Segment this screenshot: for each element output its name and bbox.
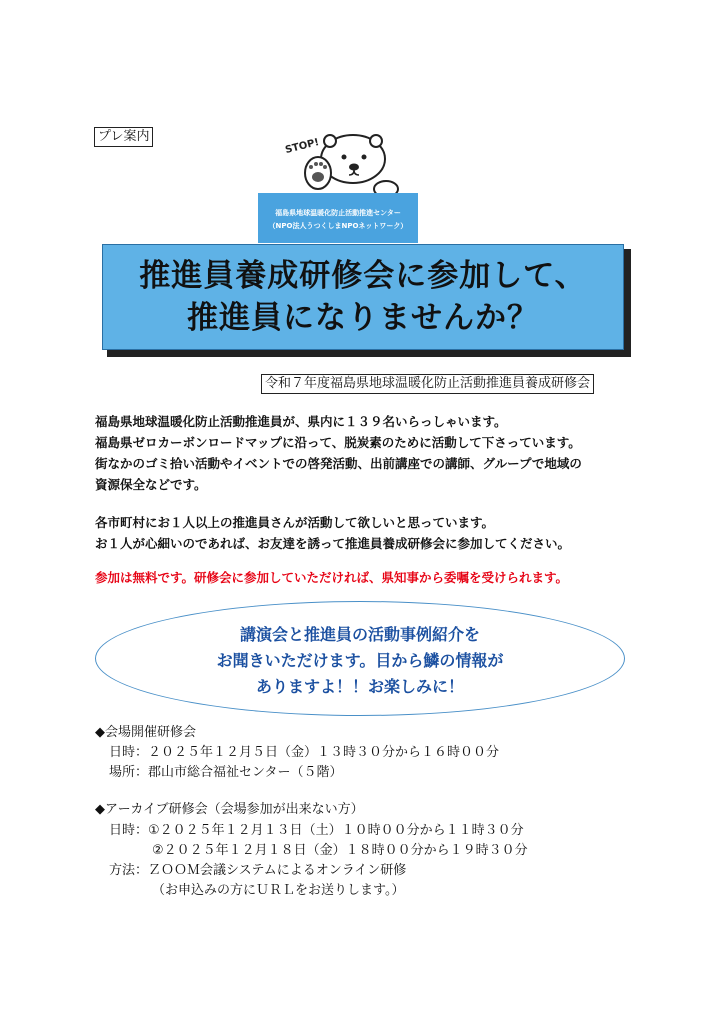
venue-session-heading: ◆会場開催研修会 [95,725,196,740]
venue-session-datetime: 日時：２０２５年１２月５日（金）１３時３０分から１６時００分 [109,745,500,760]
highlight-line-3: ありますよ！！お楽しみに！ [255,677,464,696]
event-subtitle: 令和７年度福島県地球温暖化防止活動推進員養成研修会 [261,374,594,394]
venue-session-place: 場所：郡山市総合福祉センター（５階） [109,765,343,780]
pre-announcement-label: プレ案内 [94,127,153,147]
logo-org-subname: （NPO法人うつくしまNPOネットワーク） [268,222,408,230]
appeal-line-2: お１人が心細いのであれば、お友達を誘って推進員養成研修会に参加してください。 [95,536,571,551]
title-line-2: 推進員になりませんか？ [187,300,539,336]
highlight-ellipse [95,601,625,716]
title-banner [102,244,624,350]
title-line-1: 推進員養成研修会に参加して、 [139,258,587,294]
highlight-line-2: お聞きいただけます。目から鱗の情報が [216,651,504,670]
intro-line-1: 福島県地球温暖化防止活動推進員が、県内に１３９名いらっしゃいます。 [95,414,507,429]
highlight-line-1: 講演会と推進員の活動事例紹介を [239,625,480,644]
center-logo [258,125,418,243]
intro-line-4: 資源保全などです。 [95,477,207,492]
appeal-line-1: 各市町村にお１人以上の推進員さんが活動して欲しいと思っています。 [95,515,495,530]
intro-line-2: 福島県ゼロカーボンロードマップに沿って、脱炭素のために活動して下さっています。 [95,435,581,450]
polar-bear-icon [258,125,418,195]
archive-session-method-note: （お申込みの方にＵＲＬをお送りします。） [152,883,405,898]
archive-session-method: 方法：ＺＯＯＭ会議システムによるオンライン研修 [109,863,407,878]
logo-org-name: 福島県地球温暖化防止活動推進センター [275,209,401,217]
free-notice: 参加は無料です。研修会に参加していただければ、県知事から委嘱を受けられます。 [95,570,569,585]
logo-band [258,193,418,243]
intro-line-3: 街なかのゴミ拾い活動やイベントでの啓発活動、出前講座での講師、グループで地域の [95,456,582,471]
archive-session-date-2: ②２０２５年１２月１８日（金）１８時００分から１９時３０分 [152,843,528,858]
stop-text: STOP! [284,136,321,157]
archive-session-date-1: 日時：①２０２５年１２月１３日（土）１０時００分から１１時３０分 [109,823,524,838]
archive-session-heading: ◆アーカイブ研修会（会場参加が出来ない方） [95,802,364,817]
